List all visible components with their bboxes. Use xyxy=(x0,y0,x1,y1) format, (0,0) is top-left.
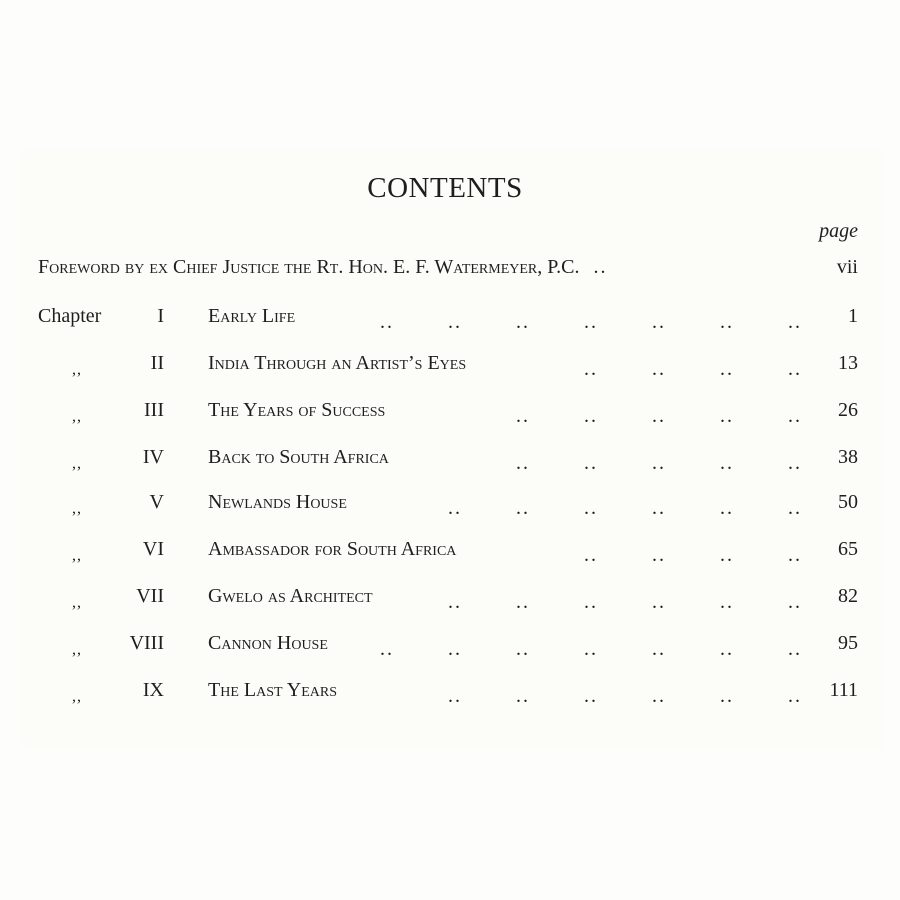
chapter-page: 65 xyxy=(838,538,858,560)
leader-dot: .. xyxy=(720,544,734,566)
leader-dot: .. xyxy=(788,591,802,613)
ditto-mark: ,, xyxy=(72,688,82,705)
chapter-number: IV xyxy=(142,446,164,468)
chapter-title: The Last Years xyxy=(208,679,338,701)
leader-dot: .. xyxy=(584,544,598,566)
ditto-mark: ,, xyxy=(72,594,82,611)
chapter-title: Back to South Africa xyxy=(208,446,389,468)
leader-dot: .. xyxy=(448,497,462,519)
leader-dot: .. xyxy=(584,405,598,427)
chapter-title: Cannon House xyxy=(208,632,328,654)
chapter-title: Early Life xyxy=(208,305,296,327)
leader-dot: .. xyxy=(652,544,666,566)
chapter-number: VI xyxy=(142,538,164,560)
leader-dot: .. xyxy=(516,311,530,333)
leader-dot: .. xyxy=(584,358,598,380)
ditto-mark: ,, xyxy=(72,641,82,658)
chapter-row xyxy=(0,352,900,382)
chapter-page: 95 xyxy=(838,632,858,654)
leader-dot: .. xyxy=(788,358,802,380)
leader-dot: .. xyxy=(448,311,462,333)
leader-dot: .. xyxy=(720,311,734,333)
ditto-mark: ,, xyxy=(72,455,82,472)
chapter-row xyxy=(0,399,900,429)
chapter-page: 38 xyxy=(838,446,858,468)
leader-dot: .. xyxy=(448,685,462,707)
leader-dot: .. xyxy=(720,591,734,613)
leader-dot: .. xyxy=(720,358,734,380)
chapter-row xyxy=(0,538,900,568)
chapter-page: 1 xyxy=(848,305,858,327)
leader-dot: .. xyxy=(788,544,802,566)
leader-dot: .. xyxy=(516,452,530,474)
leader-dot: .. xyxy=(516,591,530,613)
chapter-page: 50 xyxy=(838,491,858,513)
chapter-title: The Years of Success xyxy=(208,399,386,421)
leader-dot: .. xyxy=(788,405,802,427)
leader-dot: .. xyxy=(652,452,666,474)
chapter-number: V xyxy=(149,491,164,513)
foreword-page: vii xyxy=(836,256,858,278)
leader-dot: .. xyxy=(584,452,598,474)
chapter-page: 26 xyxy=(838,399,858,421)
leader-dot: .. xyxy=(652,591,666,613)
chapter-page: 82 xyxy=(838,585,858,607)
leader-dot: .. xyxy=(448,638,462,660)
leader-dot: .. xyxy=(584,591,598,613)
ditto-mark: ,, xyxy=(72,500,82,517)
chapter-number: VII xyxy=(136,585,164,607)
chapter-number: I xyxy=(157,305,164,327)
chapter-title: Gwelo as Architect xyxy=(208,585,373,607)
leader-dot: .. xyxy=(720,497,734,519)
chapter-page: 111 xyxy=(829,679,858,701)
leader-dot: .. xyxy=(788,685,802,707)
leader-dot: .. xyxy=(584,311,598,333)
leader-dot: .. xyxy=(516,497,530,519)
leader-dot: .. xyxy=(788,311,802,333)
chapter-number: II xyxy=(150,352,164,374)
leader-dot: .. xyxy=(380,311,394,333)
leader-dot: .. xyxy=(584,638,598,660)
ditto-mark: ,, xyxy=(72,547,82,564)
leader-dot: .. xyxy=(380,638,394,660)
leader-dot: .. xyxy=(516,405,530,427)
foreword-entry xyxy=(38,256,858,279)
chapter-row xyxy=(0,305,900,335)
leader-dot: .. xyxy=(516,638,530,660)
leader-dot: .. xyxy=(720,638,734,660)
ditto-mark: ,, xyxy=(72,361,82,378)
chapter-row xyxy=(0,632,900,662)
leader-dot: .. xyxy=(720,405,734,427)
chapter-row xyxy=(0,446,900,476)
leader-dot: .. xyxy=(652,638,666,660)
chapter-row xyxy=(0,585,900,615)
foreword-title: Foreword by ex Chief Justice the Rt. Hon. E. F. Watermeyer, P.C. xyxy=(38,256,580,278)
leader-dot: .. xyxy=(788,497,802,519)
leader-dot: .. xyxy=(652,405,666,427)
chapter-title: Newlands House xyxy=(208,491,347,513)
leader-dot: .. xyxy=(720,452,734,474)
ditto-mark: ,, xyxy=(72,408,82,425)
leader-dot: .. xyxy=(448,591,462,613)
contents-heading: CONTENTS xyxy=(367,172,523,204)
leader-dot: .. xyxy=(720,685,734,707)
chapter-row xyxy=(0,491,900,521)
foreword-leader: .. xyxy=(593,256,608,278)
page-column-label: page xyxy=(819,220,858,242)
leader-dot: .. xyxy=(652,497,666,519)
chapter-title: India Through an Artist’s Eyes xyxy=(208,352,467,374)
chapter-title: Ambassador for South Africa xyxy=(208,538,457,560)
leader-dot: .. xyxy=(652,685,666,707)
leader-dot: .. xyxy=(516,685,530,707)
chapter-row xyxy=(0,679,900,709)
chapter-number: VIII xyxy=(129,632,164,654)
chapter-page: 13 xyxy=(838,352,858,374)
leader-dot: .. xyxy=(788,638,802,660)
leader-dot: .. xyxy=(652,311,666,333)
chapter-word: Chapter xyxy=(38,305,102,327)
leader-dot: .. xyxy=(652,358,666,380)
chapter-number: III xyxy=(144,399,164,421)
leader-dot: .. xyxy=(788,452,802,474)
leader-dot: .. xyxy=(584,497,598,519)
leader-dot: .. xyxy=(584,685,598,707)
chapter-number: IX xyxy=(142,679,164,701)
